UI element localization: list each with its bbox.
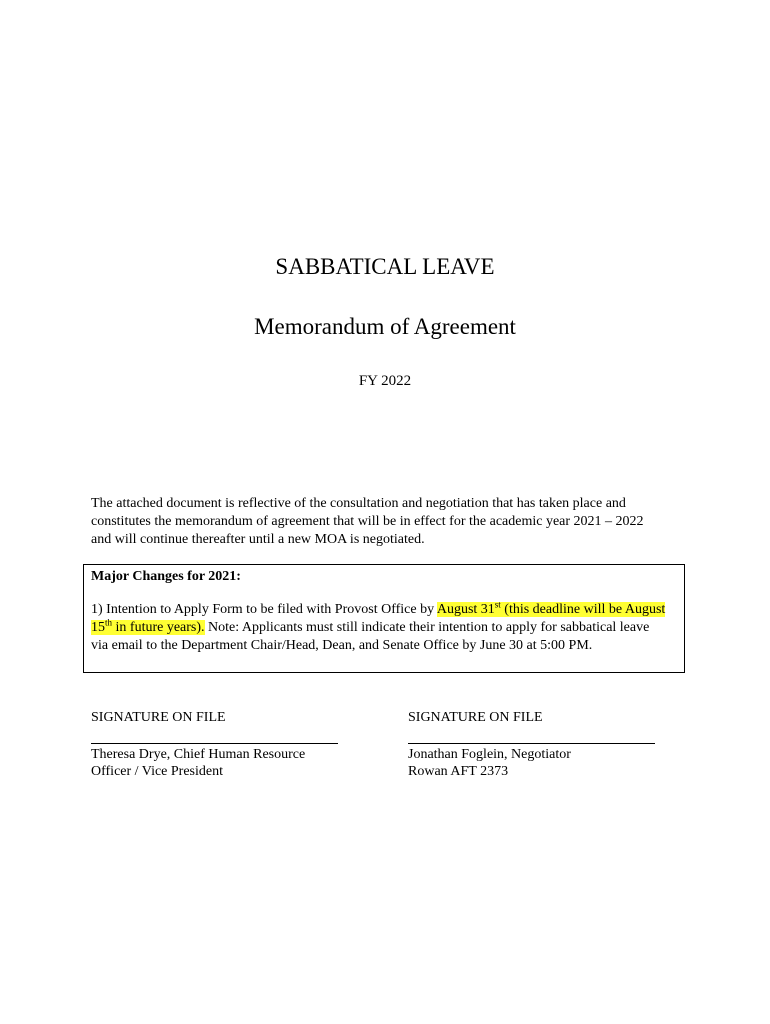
document-title: SABBATICAL LEAVE [275,254,495,279]
intro-line: constitutes the memorandum of agreement that will be in effect for the academic year 2021 – 2022 [91,514,644,529]
fiscal-year: FY 2022 [358,373,412,389]
signature-line [408,726,655,744]
future-deadline-day: 15 [91,620,105,635]
document-subtitle: Memorandum of Agreement [254,314,516,339]
signature-status: SIGNATURE ON FILE [408,710,543,725]
major-changes-heading: Major Changes for 2021: [91,569,241,584]
signature-block-right [408,709,655,780]
signer-title: Rowan AFT 2373 [408,764,509,779]
major-changes-body [91,601,681,655]
major-changes-box [83,564,685,673]
intro-line: The attached document is reflective of the consultation and negotiation that has taken place and [91,496,626,511]
signature-block-left [91,709,338,780]
signature-status: SIGNATURE ON FILE [91,710,226,725]
signer-name: Theresa Drye, Chief Human Resource [91,747,306,762]
change-note: Note: Applicants must still indicate their intention to apply for sabbatical leave [204,620,650,635]
ordinal-suffix: th [105,617,113,628]
intro-paragraph [91,495,681,549]
intro-line: and will continue thereafter until a new MOA is negotiated. [91,532,425,547]
signature-line [91,726,338,744]
change-note-cont: via email to the Department Chair/Head, Dean, and Senate Office by June 30 at 5:00 PM. [91,638,593,653]
change-text: 1) Intention to Apply Form to be filed with Provost Office by [91,602,437,617]
ordinal-suffix: st [494,599,501,610]
deadline-note: (this deadline will be August [500,602,666,617]
signer-title: Officer / Vice President [91,764,223,779]
signer-name: Jonathan Foglein, Negotiator [408,747,571,762]
deadline-note-end: in future years). [112,620,205,635]
deadline-date: August 31 [436,602,495,617]
